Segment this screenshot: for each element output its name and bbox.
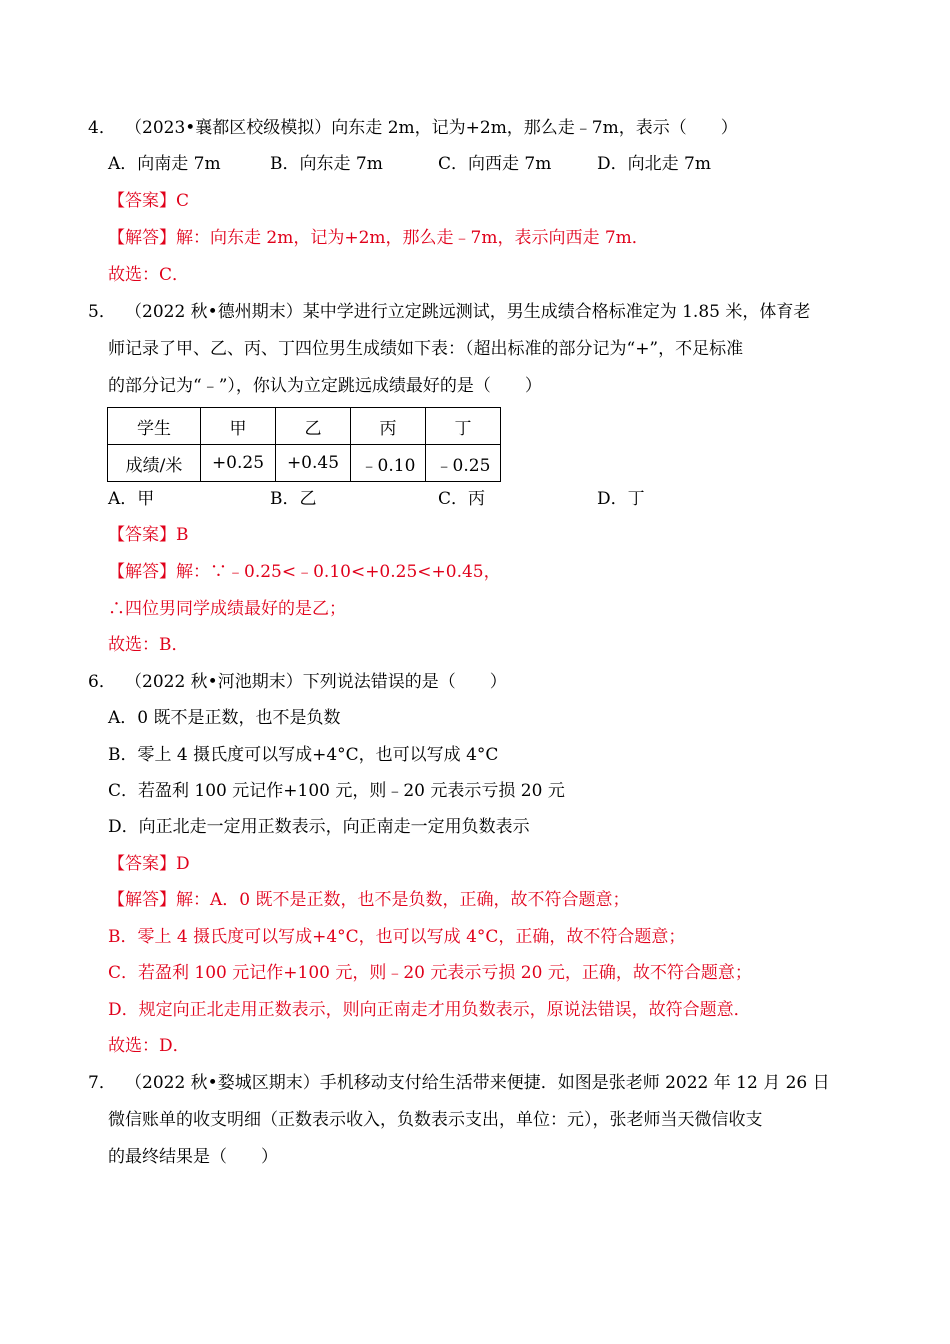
q6-solution-line3: C．若盈利 100 元记作+100 元，则﹣20 元表示亏损 20 元，正确，故不符合题意； [108, 963, 752, 983]
q6-option-a: A．0 既不是正数，也不是负数 [108, 708, 341, 728]
table-cell: +0.45 [276, 445, 351, 482]
table-cell: +0.25 [201, 445, 276, 482]
q5-solution-line1: 【解答】解：∵﹣0.25<﹣0.10<+0.25<+0.45， [108, 562, 501, 582]
q6-option-b: B．零上 4 摄氏度可以写成+4°C，也可以写成 4°C [108, 745, 499, 765]
table-row [108, 445, 501, 482]
q5-number: 5． [88, 302, 116, 322]
table-cell: 学生 [108, 408, 201, 445]
table-header-row [108, 408, 501, 445]
q6-option-d: D．向正北走一定用正数表示，向正南走一定用负数表示 [108, 817, 530, 837]
q7-number: 7． [88, 1073, 116, 1093]
q4-solution: 【解答】解：向东走 2m，记为+2m，那么走﹣7m，表示向西走 7m． [108, 228, 649, 248]
q4-option-b: B．向东走 7m [270, 154, 383, 174]
table-cell: 乙 [276, 408, 351, 445]
q6-number: 6． [88, 672, 116, 692]
q5-stem-line3: 的部分记为“﹣”），你认为立定跳远成绩最好的是（ ） [108, 376, 542, 396]
q5-option-d: D．丁 [597, 489, 645, 509]
q5-stem-line2: 师记录了甲、乙、丙、丁四位男生成绩如下表：（超出标准的部分记为“+”，不足标准 [108, 339, 744, 359]
q4-option-a: A．向南走 7m [108, 154, 221, 174]
q6-choose: 故选：D． [108, 1036, 190, 1056]
q4-option-c: C．向西走 7m [438, 154, 552, 174]
q6-stem: （2022 秋•河池期末）下列说法错误的是（ ） [125, 672, 507, 692]
q5-solution-line2: ∴四位男同学成绩最好的是乙； [108, 599, 346, 619]
table-cell: ﹣0.25 [426, 445, 501, 482]
table-cell: 丙 [351, 408, 426, 445]
q7-stem-line1: （2022 秋•婺城区期末）手机移动支付给生活带来便捷．如图是张老师 2022 年 12 月 26 日 [125, 1073, 830, 1093]
q4-option-d: D．向北走 7m [597, 154, 711, 174]
q5-answer: 【答案】B [108, 525, 189, 545]
q6-answer: 【答案】D [108, 854, 190, 874]
q7-stem-line3: 的最终结果是（ ） [108, 1147, 278, 1167]
table-cell: 成绩/米 [108, 445, 201, 482]
q5-score-table [107, 407, 501, 482]
q4-stem: （2023•襄都区校级模拟）向东走 2m，记为+2m，那么走﹣7m，表示（ ） [125, 118, 738, 138]
q7-stem-line2: 微信账单的收支明细（正数表示收入，负数表示支出，单位：元），张老师当天微信收支 [108, 1110, 763, 1130]
q4-choose: 故选：C． [108, 265, 190, 285]
q6-solution-line4: D．规定向正北走用正数表示，则向正南走才用负数表示，原说法错误，故符合题意． [108, 1000, 751, 1020]
q6-option-c: C．若盈利 100 元记作+100 元，则﹣20 元表示亏损 20 元 [108, 781, 565, 801]
q5-stem-line1: （2022 秋•德州期末）某中学进行立定跳远测试，男生成绩合格标准定为 1.85 米，体育老 [125, 302, 811, 322]
q5-option-a: A．甲 [108, 489, 155, 509]
q4-number: 4． [88, 118, 116, 138]
table-cell: 丁 [426, 408, 501, 445]
table-cell: ﹣0.10 [351, 445, 426, 482]
table-cell: 甲 [201, 408, 276, 445]
q6-solution-line2: B．零上 4 摄氏度可以写成+4°C，也可以写成 4°C，正确，故不符合题意； [108, 927, 686, 947]
q5-choose: 故选：B． [108, 635, 189, 655]
q5-option-c: C．丙 [438, 489, 486, 509]
q5-option-b: B．乙 [270, 489, 317, 509]
q4-answer: 【答案】C [108, 191, 190, 211]
q6-solution-line1: 【解答】解：A．0 既不是正数，也不是负数，正确，故不符合题意； [108, 890, 630, 910]
